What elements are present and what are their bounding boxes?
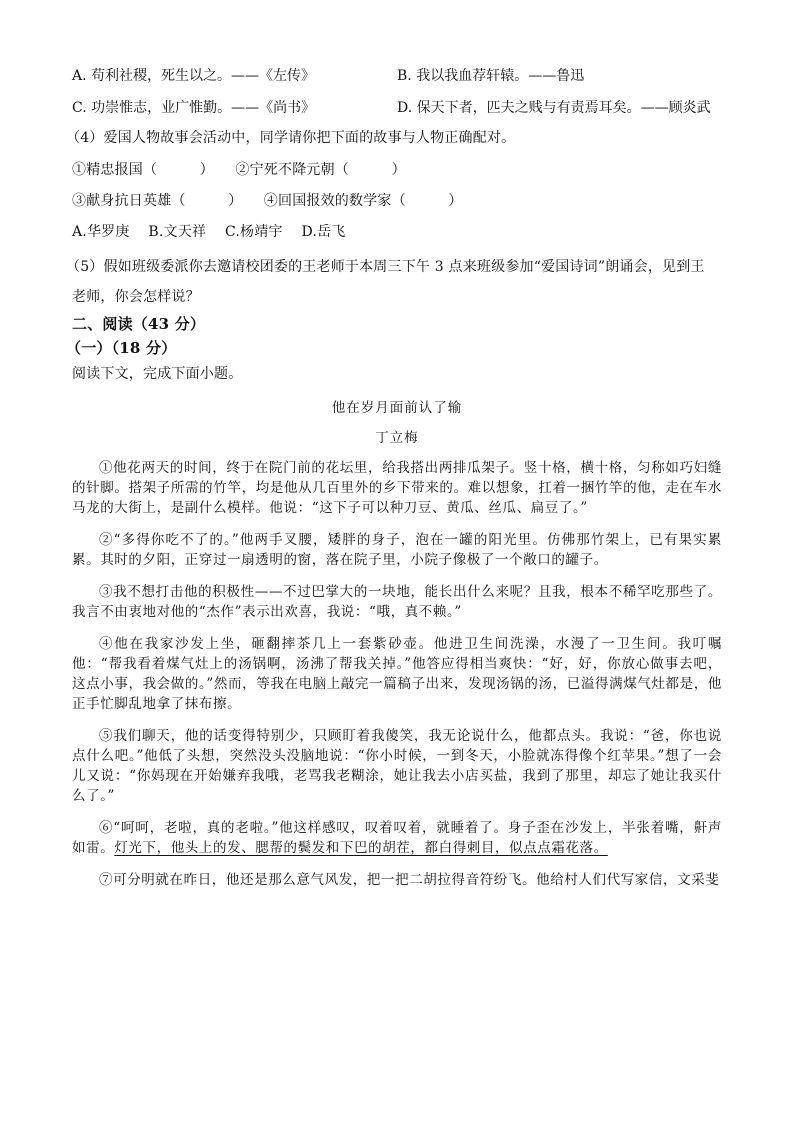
- essay-paragraph-6: [72, 818, 722, 858]
- q3-options-row-1: [72, 66, 722, 86]
- subsection-heading: （一）（18 分）: [66, 339, 177, 357]
- q4-choices: A.华罗庚 B.文天祥 C.杨靖宇 D.岳飞: [72, 224, 346, 240]
- q3-option-b: B. 我以我血荐轩辕。——鲁迅: [397, 68, 585, 84]
- essay-paragraph-2: ②“多得你吃不了的。”他两手叉腰，矮胖的身子，泡在一罐的阳光里。仿佛那竹架上，已有果实累累。其时的夕阳，正穿过一扇透明的窗，落在院子里，小院子像极了一个敞口的罐子。: [72, 532, 722, 568]
- q3-options-row-2: [72, 98, 722, 118]
- q4-prompt: （4）爱国人物故事会活动中，同学请你把下面的故事与人物正确配对。: [66, 130, 516, 146]
- essay-body: [72, 458, 722, 902]
- essay-author: 丁立梅: [375, 430, 419, 446]
- essay-paragraph-7: ⑦可分明就在昨日，他还是那么意气风发，把一把二胡拉得音符纷飞。他给村人们代写家信，文采斐: [99, 872, 720, 888]
- essay-paragraph-4: ④他在我家沙发上坐，砸翻摔茶几上一套紫砂壶。他进卫生间洗澡，水漫了一卫生间。我叮嘱他：“帮我看着煤气灶上的汤锅啊，汤沸了帮我关掉。”他答应得相当爽快：“好，好，你放心做事去吧，这点小事，我会做的。”然而，等我在电脑上敲完一篇稿子出来，发现汤锅的汤，已溢得满煤气灶都是，他正手忙脚乱地拿了抹布擦。: [72, 636, 722, 712]
- essay-underlined-sentence: 灯光下，他头上的发、腮帮的鬓发和下巴的胡茬，都白得刺目，似点点霜花落。: [114, 840, 608, 856]
- essay-paragraph-1: ①他花两天的时间，终于在院门前的花坛里，给我搭出两排瓜架子。竖十格，横十格，匀称如巧妇缝的针脚。搭架子所需的竹竿，均是他从几百里外的乡下带来的。难以想象，扛着一捆竹竿的他，走在车水马龙的大街上，是副什么模样。他说：“这下子可以种刀豆、黄瓜、丝瓜、扁豆了。”: [72, 460, 722, 516]
- essay-paragraph-6-text: ⑥“呵呵，老啦，真的老啦。”他这样感叹，叹着叹着，就睡着了。身子歪在沙发上，半张着嘴，鼾声如雷。: [72, 820, 722, 856]
- section-heading: 二、阅读（43 分）: [72, 315, 206, 333]
- essay-title: 他在岁月面前认了输: [331, 400, 463, 416]
- reading-instruction: 阅读下文，完成下面小题。: [72, 366, 243, 382]
- q3-option-d: D. 保天下者，匹夫之贱与有责焉耳矣。——顾炎武: [397, 100, 711, 116]
- q4-match-row-2: ③献身抗日英雄（ ） ④回国报效的数学家（ ）: [72, 193, 463, 209]
- q4-match-row-1: ①精忠报国（ ） ②宁死不降元朝（ ）: [72, 162, 406, 178]
- q3-option-a: A. 苟利社稷，死生以之。——《左传》: [72, 68, 316, 84]
- q5-line-2: 老师，你会怎样说？: [72, 289, 200, 305]
- q5-line-1: （5）假如班级委派你去邀请校团委的王老师于本周三下午 3 点来班级参加“爱国诗词”朗诵会，见到王: [66, 259, 705, 275]
- essay-paragraph-3: ③我不想打击他的积极性——不过巴掌大的一块地，能长出什么来呢？且我，根本不稀罕吃那些了。我言不由衷地对他的“杰作”表示出欢喜，我说：“哦，真不赖。”: [72, 584, 722, 620]
- essay-paragraph-5: ⑤我们聊天，他的话变得特别少，只顾盯着我傻笑，我无论说什么，他都点头。我说：“爸，你也说点什么吧。”他低了头想，突然没头没脑地说：“你小时候，一到冬天，小脸就冻得像个红苹果。”想了一会儿又说：“你妈现在开始嫌弃我哦，老骂我老糊涂，她让我去小店买盐，我到了那里，却忘了她让我买什么了。”: [72, 728, 722, 804]
- q3-option-c: C. 功崇惟志，业广惟勤。——《尚书》: [72, 100, 316, 116]
